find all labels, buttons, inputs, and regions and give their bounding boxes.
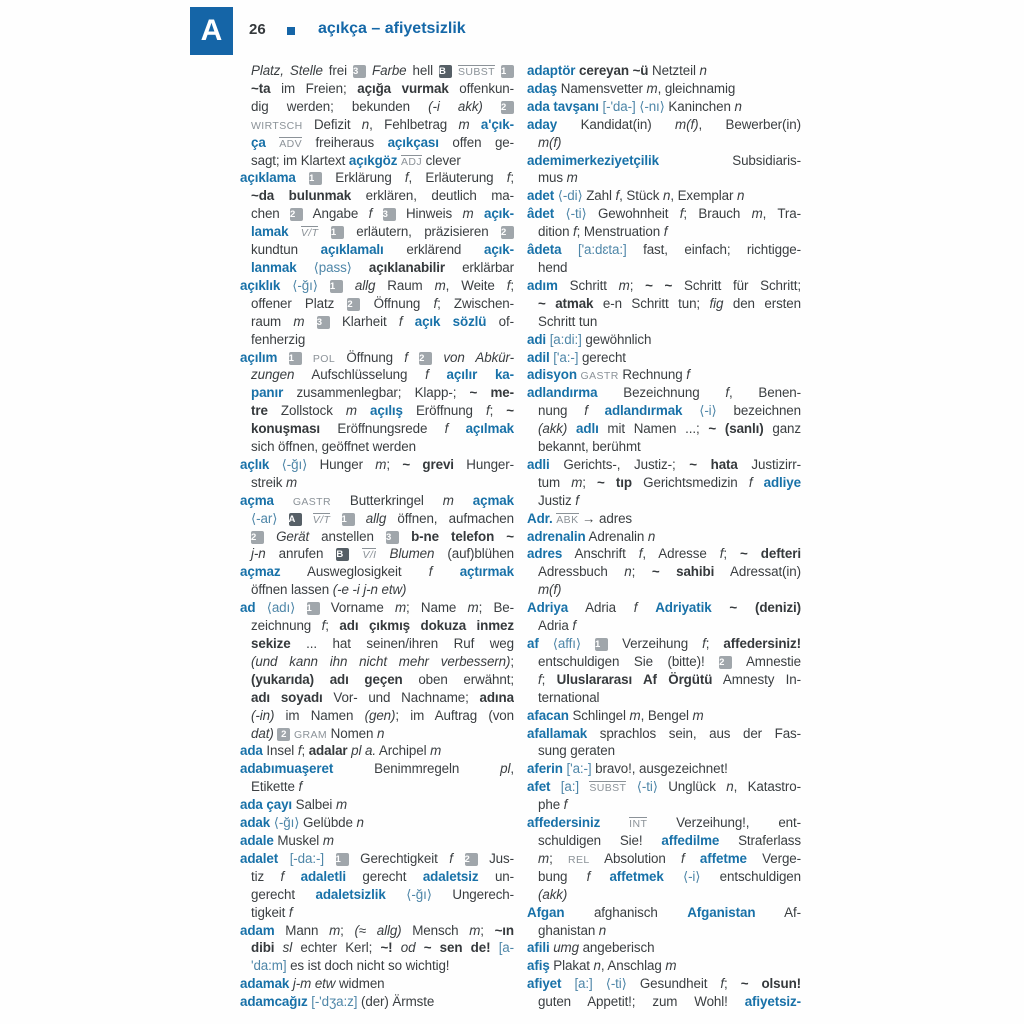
dict-line: adil ['a:-] gerecht xyxy=(527,349,626,365)
dict-line: aferin ['a:-] bravo!, ausgezeichnet! xyxy=(527,761,728,777)
dict-line: adaptör cereyan ~ü Netzteil n xyxy=(527,63,707,78)
dict-line: Justiz f xyxy=(538,492,579,508)
dict-line: adrenalin Adrenalin n xyxy=(527,528,656,544)
dict-line: guten Appetit!; zum Wohl! afiyetsiz- xyxy=(538,994,801,1010)
dict-line: affedersiniz INT Verzeihung!, ent- xyxy=(527,815,801,831)
dict-line: Afgan afghanisch Afganistan Af- xyxy=(527,904,801,920)
bullet-square-icon xyxy=(287,27,295,35)
dict-line: konuşması Eröffnungsrede f açılmak xyxy=(251,421,514,437)
dict-line: sekize ... hat seinen/ihren Ruf weg xyxy=(251,636,514,651)
dict-line: âdet ⟨-ti⟩ Gewohnheit f; Brauch m, Tra- xyxy=(527,206,801,222)
dict-line: adi [a:di:] gewöhnlich xyxy=(527,331,652,347)
dict-line: (akk) adlı mit Namen ...; ~ (sanlı) ganz xyxy=(538,421,801,437)
dict-line: öffnen lassen (-e -i j-n etw) xyxy=(251,582,407,598)
dict-line: adım Schritt m; ~ ~ Schritt für Schritt; xyxy=(527,277,801,293)
dict-line: adamak j-m etw widmen xyxy=(240,976,385,992)
dict-line: Etikette f xyxy=(251,779,303,795)
dictionary-body xyxy=(240,62,801,1011)
dict-line: j-n anrufen B V/I Blumen (auf)blühen xyxy=(251,546,514,562)
dict-line: Adressbuch n; ~ sahibi Adressat(in) xyxy=(538,564,801,580)
page-number: 26 xyxy=(249,21,266,38)
dict-line: hend xyxy=(538,259,568,275)
dict-line: aday Kandidat(in) m(f), Bewerber(in) xyxy=(527,116,801,132)
dict-line: af ⟨affı⟩ 1 Verzeihung f; affedersiniz! xyxy=(527,636,801,651)
dict-line: afili umg angeberisch xyxy=(527,940,655,956)
dict-line: afet [a:] SUBST ⟨-ti⟩ Unglück n, Katastro- xyxy=(527,779,801,795)
dict-line: ça ADV freiheraus açıkçası offen ge- xyxy=(251,134,514,150)
dict-line: ad ⟨adı⟩ 1 Vorname m; Name m; Be- xyxy=(240,600,514,616)
dict-line: Platz, Stelle frei 3 Farbe hell B SUBST 1 xyxy=(240,62,514,80)
dict-line: Adriya Adria f Adriyatik ~ (denizi) xyxy=(527,600,801,616)
dict-line: ~ atmak e-n Schritt tun; fig den ersten xyxy=(538,295,801,311)
dict-line: streik m xyxy=(251,474,298,490)
dict-line: chen 2 Angabe f 3 Hinweis m açık- xyxy=(251,206,514,222)
dict-line: afiş Plakat n, Anschlag m xyxy=(527,958,677,974)
letter-tab: A xyxy=(190,7,233,55)
dict-line: sung geraten xyxy=(538,743,615,759)
dict-line: açıklık ⟨-ğı⟩ 1 allg Raum m, Weite f; xyxy=(240,277,514,293)
dict-line: dat) 2 GRAM Nomen n xyxy=(251,725,385,741)
dict-line: ⟨-ar⟩ A V/T 1 allg öffnen, aufmachen xyxy=(251,510,514,526)
dict-line: Adr. ABK → adres xyxy=(527,510,633,526)
dict-line: ademimerkeziyetçilik Subsidiaris- xyxy=(527,152,801,168)
dict-line: adalet [-da:-] 1 Gerechtigkeit f 2 Jus- xyxy=(240,850,514,866)
dict-line: açma GASTR Butterkringel m açmak xyxy=(240,492,514,508)
dict-line: adı soyadı Vor- und Nachname; adına xyxy=(251,689,514,705)
dict-line: gerecht adaletsizlik ⟨-ğı⟩ Ungerech- xyxy=(251,886,514,902)
dict-line: zungen Aufschlüsselung f açılır ka- xyxy=(251,367,514,383)
dict-line: afiyet [a:] ⟨-ti⟩ Gesundheit f; ~ olsun! xyxy=(527,976,801,992)
dict-line: lanmak ⟨pass⟩ açıklanabilir erklärbar xyxy=(251,259,514,275)
dict-line: m(f) xyxy=(538,134,562,150)
dict-line: Schritt tun xyxy=(538,313,598,329)
dict-line: WIRTSCH Defizit n, Fehlbetrag m a'çık- xyxy=(251,116,514,132)
dict-line: 'da:m] es ist doch nicht so wichtig! xyxy=(251,958,450,974)
dict-line: panır zusammenlegbar; Klapp-; ~ me- xyxy=(251,385,514,401)
dict-line: raum m 3 Klarheit f açık sözlü of- xyxy=(251,313,514,329)
dict-line: offener Platz 2 Öffnung f; Zwischen- xyxy=(251,295,514,311)
dict-line: bung f affetmek ⟨-i⟩ entschuldigen xyxy=(538,868,801,884)
dict-line: tigkeit f xyxy=(251,904,293,920)
dict-line: schuldigen Sie! affedilme Straferlass xyxy=(538,832,801,848)
dict-line: lamak V/T 1 erläutern, präzisieren 2 xyxy=(240,223,514,241)
column-right xyxy=(527,62,801,1011)
dict-line: adet ⟨-di⟩ Zahl f, Stück n, Exemplar n xyxy=(527,188,745,204)
dict-line: nung f adlandırmak ⟨-i⟩ bezeichnen xyxy=(538,403,801,419)
dict-line: adamcağız [-'dʒa:z] (der) Ärmste xyxy=(240,994,435,1010)
dict-line: açlık ⟨-ğı⟩ Hunger m; ~ grevi Hunger- xyxy=(240,456,514,472)
dict-line: zeichnung f; adı çıkmış dokuza inmez xyxy=(251,618,514,634)
dict-line: âdeta ['a:dɛta:] fast, einfach; richtigge- xyxy=(527,242,801,258)
dict-line: açıklama 1 Erklärung f, Erläuterung f; xyxy=(240,170,514,186)
dict-line: m(f) xyxy=(538,582,562,598)
dict-line: ~da bulunmak erklären, deutlich ma- xyxy=(251,188,514,204)
dict-line: fenherzig xyxy=(251,331,306,347)
dict-line: adam Mann m; (≈ allg) Mensch m; ~ın xyxy=(240,922,514,938)
dict-line: (und kann ihn nicht mehr verbessern); xyxy=(251,653,514,669)
page-range-title: açıkça – afiyetsizlik xyxy=(318,20,466,37)
dict-line: adak ⟨-ğı⟩ Gelübde n xyxy=(240,815,364,831)
dict-line: phe f xyxy=(538,797,568,813)
dict-line: ~ta im Freien; açığa vurmak offenkun- xyxy=(251,80,514,96)
dict-line: ada tavşanı [-'da-] ⟨-nı⟩ Kaninchen n xyxy=(527,98,742,114)
column-left xyxy=(240,62,514,1011)
dict-line: dig werden; bekunden (-i akk) 2 xyxy=(240,98,514,116)
dict-line: (akk) xyxy=(538,886,568,902)
dict-line: ada Insel f; adalar pl a. Archipel m xyxy=(240,743,442,759)
dict-line: adaş Namensvetter m, gleichnamig xyxy=(527,80,736,96)
dict-line: adale Muskel m xyxy=(240,832,334,848)
dict-line: (yukarıda) adı geçen oben erwähnt; xyxy=(251,671,514,687)
dict-line: adlandırma Bezeichnung f, Benen- xyxy=(527,385,801,401)
dict-line: dition f; Menstruation f xyxy=(538,224,668,240)
dict-line: ada çayı Salbei m xyxy=(240,797,347,813)
dict-line: f; Uluslararası Af Örgütü Amnesty In- xyxy=(538,671,801,687)
dict-line: tum m; ~ tıp Gerichtsmedizin f adliye xyxy=(538,474,801,490)
dict-line: adabımuaşeret Benimmregeln pl, xyxy=(240,761,514,777)
dict-line: entschuldigen Sie (bitte)! 2 Amnestie xyxy=(538,653,801,669)
dict-line: Adria f xyxy=(538,618,577,634)
dict-line: sich öffnen, geöffnet werden xyxy=(251,439,416,455)
dict-line: bekannt, berühmt xyxy=(538,439,641,455)
dict-line: sagt; im Klartext açıkgöz ADJ clever xyxy=(251,152,461,168)
dict-line: m; REL Absolution f affetme Verge- xyxy=(538,850,801,866)
dict-line: kundtun açıklamalı erklärend açık- xyxy=(251,242,514,258)
dict-line: adli Gerichts-, Justiz-; ~ hata Justizirr- xyxy=(527,456,801,472)
dict-line: açmaz Ausweglosigkeit f açtırmak xyxy=(240,564,514,580)
dict-line: adisyon GASTR Rechnung f xyxy=(527,367,690,383)
dict-line: ternational xyxy=(538,689,600,705)
dict-line: tre Zollstock m açılış Eröffnung f; ~ xyxy=(251,403,514,419)
dict-line: açılım 1 POL Öffnung f 2 von Abkür- xyxy=(240,349,514,365)
dict-line: adres Anschrift f, Adresse f; ~ defteri xyxy=(527,546,801,562)
dict-line: 2 Gerät anstellen 3 b-ne telefon ~ xyxy=(251,528,514,544)
dict-line: tiz f adaletli gerecht adaletsiz un- xyxy=(251,868,514,884)
dict-line: ghanistan n xyxy=(538,922,607,938)
dict-line: afacan Schlingel m, Bengel m xyxy=(527,707,704,723)
dict-line: mus m xyxy=(538,170,578,186)
dict-line: dibi sl echter Kerl; ~! od ~ sen de! [a- xyxy=(251,940,514,956)
dict-line: afallamak sprachlos sein, aus der Fas- xyxy=(527,725,801,741)
dict-line: (-in) im Namen (gen); im Auftrag (von xyxy=(251,707,514,723)
